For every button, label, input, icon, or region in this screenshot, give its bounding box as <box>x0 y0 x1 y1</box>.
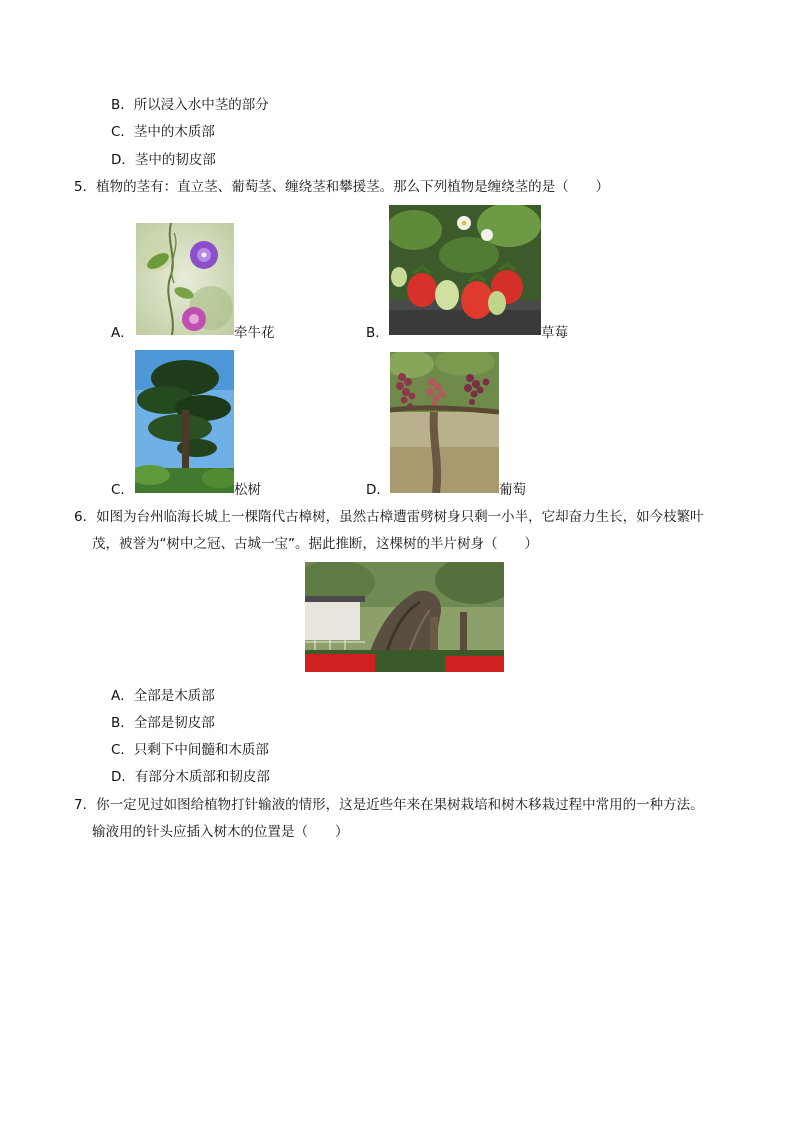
q5-stem: 5．植物的茎有：直立茎、葡萄茎、缠绕茎和攀援茎。那么下列植物是缠绕茎的是（ ） <box>74 179 610 195</box>
q6-stem-line1: 6．如图为台州临海长城上一棵隋代古樟树，虽然古樟遭雷劈树身只剩一小半，它却奋力生长，如今枝繁叶 <box>74 509 704 525</box>
q6-option-b: B．全部是韧皮部 <box>111 715 215 731</box>
q6-option-d: D．有部分木质部和韧皮部 <box>111 769 270 785</box>
q6-option-c: C．只剩下中间髓和木质部 <box>111 742 269 758</box>
q5-option-b-letter: B． <box>366 325 389 341</box>
q5-option-a-letter: A． <box>111 325 134 341</box>
q7-stem-line2: 输液用的针头应插入树木的位置是（ ） <box>92 824 349 840</box>
q4-option-c: C．茎中的木质部 <box>111 124 215 140</box>
q6-option-a: A．全部是木质部 <box>111 688 215 704</box>
q6-stem-line2: 茂，被誉为“树中之冠、古城一宝”。据此推断，这棵树的半片树身（ ） <box>92 536 538 552</box>
q7-stem-line1: 7．你一定见过如图给植物打针输液的情形，这是近些年来在果树栽培和树木移栽过程中常用的一种方法。 <box>74 797 704 813</box>
q5-option-c-name: 松树 <box>234 482 261 498</box>
q5-option-d-letter: D． <box>366 482 390 498</box>
q5-option-b-name: 草莓 <box>541 325 568 341</box>
q5-option-a-name: 牵牛花 <box>234 325 275 341</box>
q4-option-b: B．所以浸入水中茎的部分 <box>111 97 269 113</box>
morning-glory-image <box>136 223 234 335</box>
q5-option-d-name: 葡萄 <box>499 482 526 498</box>
q4-option-d: D．茎中的韧皮部 <box>111 152 216 168</box>
grape-vine-image <box>390 352 499 493</box>
strawberry-image <box>389 205 541 335</box>
pine-tree-image <box>135 350 234 493</box>
q5-option-c-letter: C． <box>111 482 134 498</box>
ancient-camphor-tree-image <box>305 562 504 672</box>
